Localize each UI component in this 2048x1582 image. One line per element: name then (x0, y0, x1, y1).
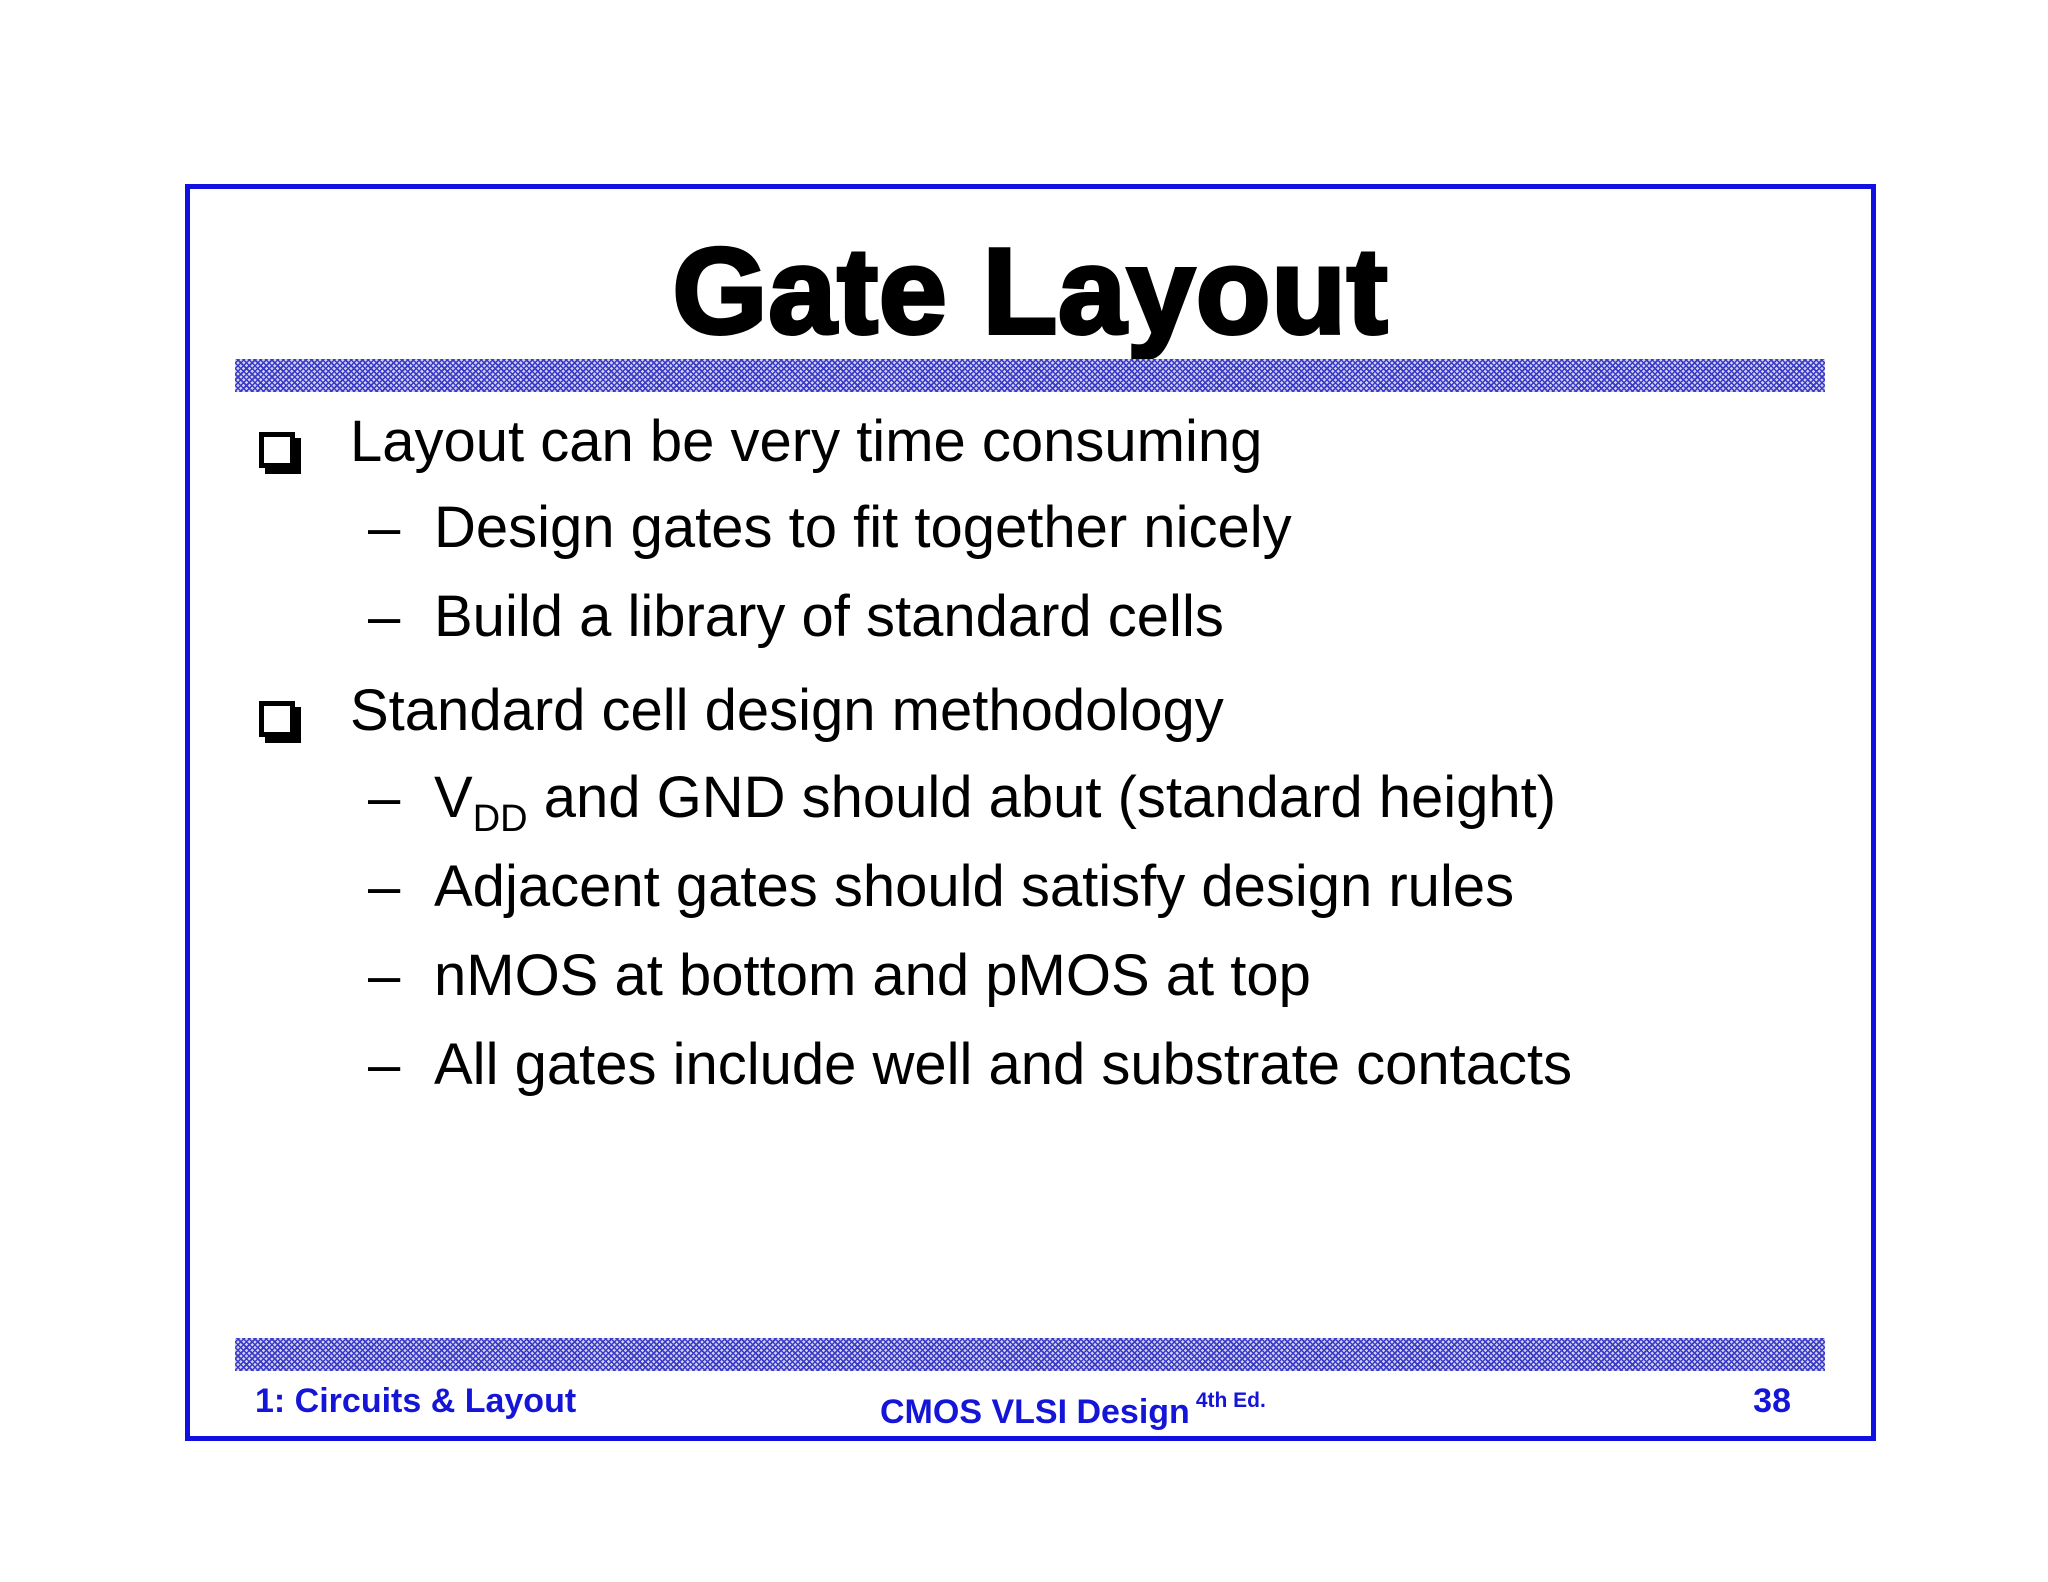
sub-bullet-item (368, 763, 1557, 840)
sub-bullet-item (368, 493, 1292, 563)
sub-bullet-item (368, 1030, 1572, 1100)
vdd-symbol: V (434, 765, 473, 830)
footer-divider-rule (235, 1338, 1825, 1371)
dash-bullet-icon: – (368, 765, 401, 830)
sub-bullet-item (368, 852, 1514, 922)
footer-edition: 4th Ed. (1195, 1389, 1266, 1412)
footer-book-title (880, 1379, 1266, 1434)
slide-frame (185, 184, 1876, 1441)
sub-bullet-item (368, 582, 1224, 652)
dash-bullet-icon: – (368, 854, 401, 919)
footer-chapter: 1: Circuits & Layout (255, 1382, 577, 1420)
bullet-item: Layout can be very time consuming (350, 409, 1263, 474)
dash-bullet-icon: – (368, 1032, 401, 1097)
checkbox-bullet-icon (259, 701, 295, 737)
slide-title: Gate Layout (672, 223, 1389, 359)
page-number: 38 (1753, 1382, 1791, 1420)
vdd-subscript: DD (472, 798, 528, 840)
sub-bullet-item (368, 941, 1311, 1011)
checkbox-bullet-icon (259, 432, 295, 468)
footer-book-title-text: CMOS VLSI Design (880, 1393, 1190, 1431)
dash-bullet-icon: – (368, 495, 401, 560)
sub-bullet-text: All gates include well and substrate contacts (434, 1032, 1573, 1097)
bullet-list (190, 189, 1871, 1436)
sub-bullet-text: Build a library of standard cells (434, 584, 1224, 649)
dash-bullet-icon: – (368, 584, 401, 649)
dash-bullet-icon: – (368, 943, 401, 1008)
sub-bullet-text: Design gates to fit together nicely (434, 495, 1292, 560)
bullet-item: Standard cell design methodology (350, 678, 1224, 743)
sub-bullet-text: and GND should abut (standard height) (527, 765, 1557, 830)
sub-bullet-text: Adjacent gates should satisfy design rules (434, 854, 1515, 919)
sub-bullet-text: nMOS at bottom and pMOS at top (434, 943, 1311, 1008)
